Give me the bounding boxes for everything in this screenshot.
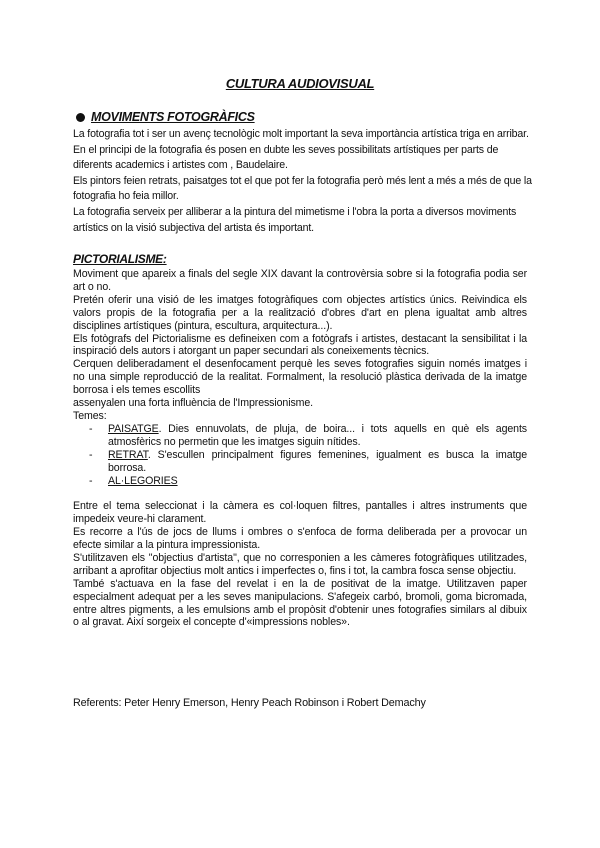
- themes-label: Temes:: [73, 409, 107, 422]
- paragraph: Entre el tema seleccionat i la càmera es col·loquen filtres, pantalles i altres instruments que impedeix veure-hi clarament.: [73, 500, 527, 526]
- themes-list: [73, 423, 527, 488]
- theme-text: . Dies ennuvolats, de pluja, de boira... i tots aquells en què els agents atmosfèrics no permetin que les imatges siguin nítides.: [108, 422, 527, 448]
- paragraph: La fotografia serveix per alliberar a la pintura del mimetisme i l'obra la porta a diversos moviments artístics on la visió subjectiva del artista és important.: [73, 205, 517, 234]
- section-heading-text: MOVIMENTS FOTOGRÀFICS: [91, 110, 255, 124]
- paragraph: També s'actuava en la fase del revelat i en la de positivat de la imatge. Utilitzaven paper especialment adequat per a les seves manipulacions. S'afegeix carbó, bromoli, goma bicromada, entre altres pigments, a les emulsions amb el propòsit d'obtenir unes fotografies similars al dibuix o al gravat. Així sorgeix el concepte d'«impressions nobles».: [73, 577, 527, 629]
- section-heading-pictorialisme: PICTORIALISME:: [73, 252, 167, 266]
- paragraph: Els fotògrafs del Pictorialisme es defineixen com a fotògrafs i artistes, destacant la sensibilitat i la inspiració dels autors i atorgant un paper secundari als coneixements tècnics.: [73, 332, 527, 358]
- bullet-icon: [76, 113, 85, 122]
- document-title: CULTURA AUDIOVISUAL: [225, 76, 375, 91]
- theme-name: AL·LEGORIES: [108, 474, 178, 487]
- referents-line: Referents: Peter Henry Emerson, Henry Peach Robinson i Robert Demachy: [73, 697, 426, 709]
- paragraph: Cerquen deliberadament el desenfocament perquè les seves fotografies siguin només imatges i no una simple reproducció de la realitat. Formalment, la resolució plàstica derivada de la imatge borrosa i els temes escollits: [73, 358, 527, 397]
- theme-item: - AL·LEGORIES: [89, 474, 178, 487]
- paragraph: La fotografia tot i ser un avenç tecnològic molt important la seva importància artística triga en arribar. En el principi de la fotografia és posen en dubte les seves possibilitats artístiques per parts de diferents academics i artistes com , Baudelaire.: [73, 128, 529, 172]
- paragraph: Es recorre a l'ús de jocs de llums i ombres o s'enfoca de forma deliberada per a provocar un efecte similar a la pintura impressionista.: [73, 526, 527, 552]
- theme-text: . S'escullen principalment figures femenines, igualment es busca la imatge borrosa.: [108, 448, 527, 474]
- theme-name: RETRAT: [108, 448, 148, 461]
- intro-text: [73, 127, 533, 236]
- theme-item: - PAISATGE. Dies ennuvolats, de pluja, de boira... i tots aquells en què els agents atmosfèrics no permetin que les imatges siguin nítides.: [89, 422, 527, 448]
- paragraph: Els pintors feien retrats, paisatges tot el que pot fer la fotografia però més lent a més a més de que la fotografia ho feia millor.: [73, 174, 532, 203]
- pictorialisme-body: [73, 268, 527, 629]
- paragraph: S'utilitzaven els "objectius d'artista", que no corresponien a les càmeres fotogràfiques utilitzades, arribant a aprofitar objectius molt antics i imperfectes o, fins i tot, la cambra fosca sense objectiu.: [73, 551, 527, 577]
- spacer: [73, 487, 527, 500]
- paragraph: Moviment que apareix a finals del segle XIX davant la controvèrsia sobre si la fotografia podia ser art o no.: [73, 268, 527, 293]
- paragraph: Pretén oferir una visió de les imatges fotogràfiques com objectes artístics únics. Reivindica els valors propis de la fotografia per a la realització d'obres d'art en plena igualtat amb altres disciplines artístiques (pintura, escultura, arquitectura...).: [73, 293, 527, 332]
- theme-name: PAISATGE: [108, 422, 159, 435]
- paragraph: assenyalen una forta influència de l'Impressionisme.: [73, 397, 314, 410]
- section-heading-moviments: [76, 110, 255, 124]
- theme-item: - RETRAT. S'escullen principalment figures femenines, igualment es busca la imatge borrosa.: [89, 448, 527, 474]
